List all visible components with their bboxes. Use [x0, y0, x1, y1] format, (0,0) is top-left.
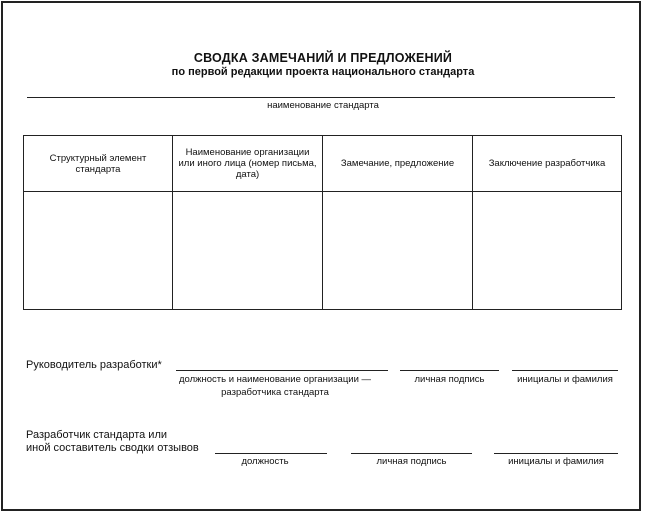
developer-name-caption: инициалы и фамилия — [508, 456, 604, 467]
table-header-row — [24, 136, 622, 192]
header-developer-conclusion: Заключение разработчика — [473, 136, 622, 192]
standard-name-caption: наименование стандарта — [267, 100, 379, 111]
developer-label-2: иной составитель сводки отзывов — [26, 442, 199, 454]
header-organization: Наименование организации или иного лица (номер письма, дата) — [173, 136, 323, 192]
developer-position-caption: должность — [241, 456, 289, 467]
document-title: СВОДКА ЗАМЕЧАНИЙ И ПРЕДЛОЖЕНИЙ — [193, 51, 453, 65]
standard-name-line[interactable] — [27, 97, 615, 98]
document-subtitle: по первой редакции проекта национального стандарта — [171, 66, 475, 78]
head-name-line[interactable] — [512, 370, 618, 371]
head-signature-line[interactable] — [400, 370, 499, 371]
header-structural-element: Структурный элемент стандарта — [24, 136, 173, 192]
table-row — [24, 192, 622, 310]
head-position-line[interactable] — [176, 370, 388, 371]
developer-name-line[interactable] — [494, 453, 618, 454]
header-remark: Замечание, предложение — [323, 136, 473, 192]
head-position-caption-1: должность и наименование организации — — [178, 374, 372, 385]
head-of-development-label: Руководитель разработки* — [26, 359, 162, 371]
table-cell[interactable] — [473, 192, 622, 310]
developer-position-line[interactable] — [215, 453, 327, 454]
developer-label-1: Разработчик стандарта или — [26, 429, 168, 441]
head-name-caption: инициалы и фамилия — [517, 374, 613, 385]
head-position-caption-2: разработчика стандарта — [221, 387, 329, 398]
developer-signature-caption: личная подпись — [376, 456, 447, 467]
table-cell[interactable] — [24, 192, 173, 310]
remarks-table — [23, 135, 622, 310]
developer-signature-line[interactable] — [351, 453, 472, 454]
head-signature-caption: личная подпись — [414, 374, 485, 385]
table-cell[interactable] — [173, 192, 323, 310]
table-cell[interactable] — [323, 192, 473, 310]
